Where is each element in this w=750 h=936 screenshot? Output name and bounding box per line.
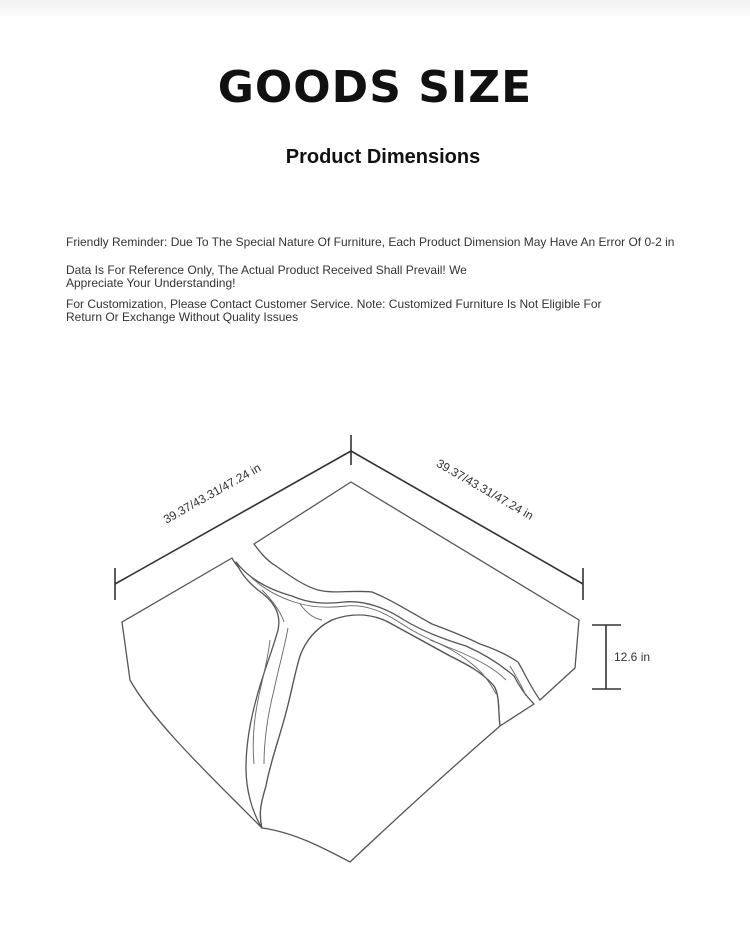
product-dimension-diagram [0, 420, 750, 900]
customization-note: For Customization, Please Contact Customer Service. Note: Customized Furniture Is Not Eligible For Return Or Exchange Without Quality Issues [66, 297, 602, 324]
page-subtitle: Product Dimensions [285, 146, 481, 168]
reminder-note: Friendly Reminder: Due To The Special Nature Of Furniture, Each Product Dimension May Have An Error Of 0-2 in [66, 235, 675, 249]
left-width-label: 39.37/43.31/47.24 in [160, 460, 264, 527]
right-width-label: 39.37/43.31/47.24 in [434, 456, 536, 523]
page-title: GOODS SIZE [217, 62, 533, 113]
reference-note: Data Is For Reference Only, The Actual Product Received Shall Prevail! We Appreciate Your Understanding! [66, 263, 467, 290]
corner-sofa-drawing [122, 482, 579, 862]
height-label: 12.6 in [614, 650, 651, 664]
top-strip [0, 0, 750, 18]
